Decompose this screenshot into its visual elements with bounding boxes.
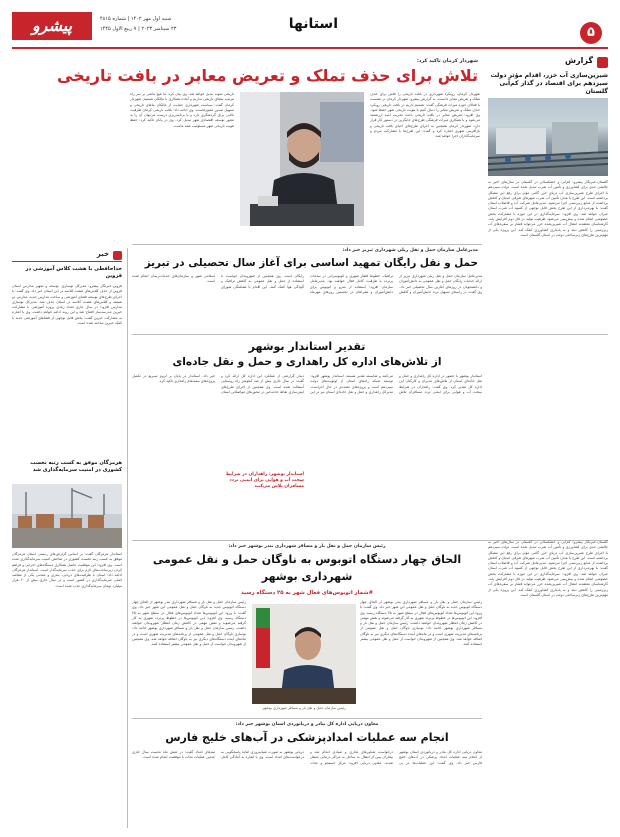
kerman-mayor-photo [240, 92, 364, 226]
bushehr-gov-headline-1: تقدیر استاندار بوشهر [248, 340, 366, 353]
divider-tabriz [132, 244, 482, 245]
bushehr-gov-body: استاندار بوشهر با حضور در اداره کل راهداری و حمل و نقل جاده‌ای استان از تلاش‌های مدیران و کارکنان این اداره کل تقدیر کرد. وی گفت: راهداران در شرایط سخت آب و هوایی برای ایمنی تردد مسافران تلاش می‌کنند و شایسته تقدیر هستند. استاندار بوشهر افزود: توسعه شبکه راه‌های استان از اولویت‌های دولت سیزدهم است و پروژه‌های متعددی در حال اجراست. مدیرکل راهداری و حمل و نقل جاده‌ای استان نیز در این دیدار گزارشی از عملکرد این اداره کل ارائه کرد و گفت: در سال جاری بیش از صد کیلومتر راه روستایی آسفالت شده است. وی همچنین از اجرای طرح‌های ایمن‌سازی نقاط حادثه‌خیز در محورهای مواصلاتی استان خبر داد. استاندار در پایان بر لزوم تسریع در تکمیل پروژه‌های نیمه‌تمام راهداری تاکید کرد. [132, 374, 482, 394]
date-line-2: ۲۳ سپتامبر ۲۰۲۳ | ۷ ربیع الاول ۱۴۴۵ [100, 26, 177, 32]
persian-gulf-body: معاون دریایی اداره کل بنادر و دریانوردی استان بوشهر از انجام سه عملیات امداد پزشکی در آب‌های خلیج فارس خبر داد. وی گفت: این عملیات‌ها در پی درخواست شناورهای تجاری و صیادی انجام شد و بیماران پس از انتقال به ساحل به مراکز درمانی منتقل شدند. معاون دریایی افزود: مرکز جستجو و نجات دریایی بوشهر به صورت شبانه‌روزی آماده پاسخگویی به درخواست‌های امداد است. وی با اشاره به آمادگی کامل تیم‌های امداد گفت: در شش ماه نخست سال جاری چندین عملیات نجات با موفقیت انجام شده است. [132, 750, 482, 765]
bushehr-bus-headline-1: الحاق چهار دستگاه اتوبوس به ناوگان حمل و نقل عمومی [152, 553, 462, 566]
report-icon [597, 57, 608, 68]
desalination-plant-photo [488, 98, 608, 176]
logo [12, 12, 92, 40]
tabriz-headline: حمل و نقل رایگان تمهید اساسی برای آغاز سال تحصیلی در تبریز [144, 257, 478, 269]
bushehr-bus-headline-2: شهرداری بوشهر [261, 570, 353, 583]
persian-gulf-pretitle: معاون دریایی اداره کل بنادر و دریانوردی استان بوشهر خبر داد: [235, 722, 379, 727]
news-box [12, 250, 122, 830]
page-number: ۵ [587, 25, 595, 40]
date-line-1: شنبه اول مهر ۱۴۰۲ | شماره ۴۸۱۵ [100, 16, 172, 22]
left-column-divider [127, 248, 128, 828]
news-item2-title: هرمزگان موفق به کسب رتبه نخست کشوری در امنیت سرمایه‌گذاری شد [30, 460, 122, 473]
news-item1-title: خداحافظی با هشت کلاس آموزشی در قزوین [25, 266, 122, 279]
masthead [12, 8, 608, 46]
divider-bushehr-gov [132, 334, 608, 335]
bushehr-bus-body: رئیس سازمان حمل و نقل بار و مسافر شهرداری بندر بوشهر از الحاق چهار دستگاه اتوبوس جدید به ناوگان حمل و نقل عمومی این شهر خبر داد. وی گفت: با ورود این اتوبوس‌ها تعداد اتوبوس‌های فعال در سطح شهر به ۲۵ دستگاه رسید. وی افزود: این اتوبوس‌ها در خطوط پرتردد شهری به کار گرفته می‌شوند و نقش مهمی در کاهش زمان انتظار شهروندان خواهند داشت. رئیس سازمان حمل و نقل بار و مسافر شهرداری بوشهر ادامه داد: نوسازی ناوگان حمل و نقل عمومی از برنامه‌های مدیریت شهری است و در ماه‌های آینده دستگاه‌های دیگری نیز به ناوگان اضافه خواهد شد. وی همچنین از شهروندان خواست از حمل و نقل عمومی بیشتر استفاده کنند. [360, 600, 482, 647]
persian-gulf-headline: انجام سه عملیات امدادپزشکی در آب‌های خلیج فارس [165, 731, 449, 744]
hormozgan-port-photo [12, 484, 122, 548]
news-item1-body: قزوین-خبرنگار پیشرو: مدیرکل نوسازی، توسعه و تجهیز مدارس استان قزوین از حذف کلاس‌های هشت کلاسه در این استان خبر داد. وی گفت: با اجرای طرح‌های توسعه فضای آموزشی و ساخت مدارس جدید، مدارس دو شیفته و کلاس‌های هشت کلاسه در استان حذف شد. مدیرکل نوسازی مدارس افزود: در سال جاری تعداد زیادی پروژه آموزشی با مشارکت خیرین مدرسه‌ساز افتتاح شد و این روند ادامه خواهد داشت. وی با اشاره به مشارکت خیرین گفت: بخش قابل توجهی از فضاهای آموزشی جدید با کمک خیرین ساخته شده است. [12, 284, 122, 326]
bushehr-bus-body-left: رئیس سازمان حمل و نقل بار و مسافر شهرداری بندر بوشهر از الحاق چهار دستگاه اتوبوس جدید به ناوگان حمل و نقل عمومی این شهر خبر داد. وی گفت: با ورود این اتوبوس‌ها تعداد اتوبوس‌های فعال در سطح شهر به ۲۵ دستگاه رسید. وی افزود: این اتوبوس‌ها در خطوط پرتردد شهری به کار گرفته می‌شوند و نقش مهمی در کاهش زمان انتظار شهروندان خواهند داشت. رئیس سازمان حمل و نقل بار و مسافر شهرداری بوشهر ادامه داد: نوسازی ناوگان حمل و نقل عمومی از برنامه‌های مدیریت شهری است و در ماه‌های آینده دستگاه‌های دیگری نیز به ناوگان اضافه خواهد شد. وی همچنین از شهروندان خواست از حمل و نقل عمومی بیشتر استفاده کنند. [132, 600, 246, 647]
report-box [488, 54, 608, 532]
lead-pretitle: شهردار کرمان تاکید کرد: [416, 58, 478, 64]
lead-headline: تلاش برای حذف تملک و تعریض معابر در بافت تاریخی [57, 66, 478, 85]
logo-text: پیشرو [31, 16, 73, 35]
divider-persian-gulf [132, 718, 482, 719]
report-body-continued: گلستان-خبرنگار پیشرو: کم‌آبی و خشکسالی در گلستان در سال‌های اخیر به چالشی جدی برای کشاورزی و تأمین آب شرب تبدیل شده است. دولت سیزدهم با اجرای طرح شیرین‌سازی آب دریای خزر گامی مؤثر برای رفع این مشکل برداشته است. این طرح با هدف تأمین آب شرب شهرهای شرقی استان و کاهش برداشت از منابع زیرزمینی اجرا می‌شود. مدیرعامل شرکت آب و فاضلاب استان گفت: با بهره‌برداری از این طرح بخش قابل توجهی از کمبود آب شرب استان جبران خواهد شد. وی افزود: سرمایه‌گذاری در این حوزه با مشارکت بخش خصوصی انجام شده و پیش‌بینی می‌شود ظرفیت تولید در فاز دوم افزایش یابد. کارشناسان معتقدند انتقال آب شیرین‌شده خزر می‌تواند فشار بر سفره‌های آب زیرزمینی را کاهش دهد و به پایداری کشاورزی کمک کند. این پروژه یکی از مهم‌ترین طرح‌های زیرساختی دولت در استان گلستان است. [488, 540, 608, 597]
news-label [12, 250, 122, 262]
masthead-rule [12, 47, 608, 49]
report-headline: شیرین‌سازی آب خزر، اقدام مؤثر دولت سیزدهم برای اقتصاد در گذار کم‌آبی گلستان [490, 72, 608, 95]
tabriz-pretitle: مدیرعامل سازمان حمل و نقل ریلی شهرداری تبریز خبر داد: [342, 248, 478, 253]
news-label-text: خبر [96, 250, 109, 258]
report-label-text: گزارش [564, 56, 593, 65]
page-number-badge [580, 22, 602, 44]
report-body: گلستان-خبرنگار پیشرو: کم‌آبی و خشکسالی در گلستان در سال‌های اخیر به چالشی جدی برای کشاورزی و تأمین آب شرب تبدیل شده است. دولت سیزدهم با اجرای طرح شیرین‌سازی آب دریای خزر گامی مؤثر برای رفع این مشکل برداشته است. این طرح با هدف تأمین آب شرب شهرهای شرقی استان و کاهش برداشت از منابع زیرزمینی اجرا می‌شود. مدیرعامل شرکت آب و فاضلاب استان گفت: با بهره‌برداری از این طرح بخش قابل توجهی از کمبود آب شرب استان جبران خواهد شد. وی افزود: سرمایه‌گذاری در این حوزه با مشارکت بخش خصوصی انجام شده و پیش‌بینی می‌شود ظرفیت تولید در فاز دوم افزایش یابد. کارشناسان معتقدند انتقال آب شیرین‌شده خزر می‌تواند فشار بر سفره‌های آب زیرزمینی را کاهش دهد و به پایداری کشاورزی کمک کند. این پروژه یکی از مهم‌ترین طرح‌های زیرساختی دولت در استان گلستان است. [488, 180, 608, 237]
report-label [488, 56, 608, 70]
bushehr-official-photo [252, 604, 356, 704]
news-icon [113, 251, 122, 260]
tabriz-body: مدیرعامل سازمان حمل و نقل ریلی شهرداری تبریز از ارائه خدمات رایگان حمل و نقل عمومی به دانش‌آموزان و دانشجویان در روزهای آغازین سال تحصیلی خبر داد. وی گفت: در راستای تسهیل تردد دانش‌آموزان و کاهش ترافیک، خطوط قطار شهری و اتوبوسرانی در ساعات پرتردد با ظرفیت کامل فعال خواهند بود. مدیرعامل سازمان افزود: استفاده از مترو و اتوبوس برای دانش‌آموزان و همراهان در نخستین روزهای مهرماه رایگان است. وی همچنین از شهروندان خواست با استفاده از حمل و نقل عمومی به کاهش ترافیک و آلودگی هوا کمک کنند. این اقدام با هماهنگی شورای اسلامی شهر و سازمان‌های خدمات‌رسان انجام شده است. [132, 274, 482, 294]
news-item2-body: استاندار هرمزگان گفت: بر اساس گزارش‌های رسمی استان هرمزگان موفق به کسب رتبه نخست کشوری در شاخص امنیت سرمایه‌گذاری شده است. وی افزود: این موفقیت حاصل همکاری دستگاه‌های اجرایی و فراهم کردن زیرساخت‌های لازم برای جذب سرمایه‌گذار است. استاندار هرمزگان ادامه داد: استان با ظرفیت‌های دریایی، بندری و معدنی یکی از مقاصد اصلی سرمایه‌گذاری در کشور است و در سال جاری بیش از ۶۰ هزار میلیارد تومان سرمایه‌گذاری جذب شده است. [12, 552, 122, 588]
bushehr-gov-quote: استاندار بوشهر: راهداران در شرایط سخت آب و هوایی برای ایمنی تردد مسافران تلاش می‌کنند [222, 470, 306, 492]
bushehr-gov-headline-2: از تلاش‌های اداره کل راهداری و حمل و نقل جاده‌ای [172, 356, 442, 368]
bushehr-bus-pretitle: رئیس سازمان حمل و نقل بار و مسافر شهرداری بندر بوشهر خبر داد: [228, 544, 386, 549]
lead-body-right: شهردار کرمان، رویکرد شهرداری در بافت تاریخی را تلاش برای حذف تملک و تعریض معابر دانست. به گزارش پیشرو، شهردار کرمان در نشست با فعالان حوزه میراث فرهنگی گفت: تصمیم داریم در بافت تاریخی رویکرد حذف تملک و تعریض معابر را دنبال کنیم تا هویت تاریخی شهر حفظ شود. وی افزود: تعریض معابر در بافت تاریخی باعث تخریب ابنیه ارزشمند می‌شود و با همکاری میراث فرهنگی طرح‌های جایگزین در دستور کار قرار دارد. شهردار کرمان همچنین به اجرای طرح‌های احیای بافت تاریخی و بازآفرینی شهری اشاره کرد و گفت: این طرح‌ها با مشارکت مردم و سرمایه‌گذاران اجرا خواهد شد. [370, 92, 480, 139]
bushehr-bus-highlight: #شمار اتوبوس‌های فعال شهر به ۲۵ دستگاه رسید [240, 590, 374, 596]
lead-body-left: تاریخی نمونه تبدیل خواهد شد. وی بیان کرد: ما هیچ مانعی بر سر راه مرمت بناهای تاریخی نداریم و آماده همکاری با مالکان هستیم. شهردار کرمان گفت: سیاست شهرداری حمایت از مالکان بناهای تاریخی و تسهیل صدور مجوزهاست. وی ادامه داد: بافت تاریخی کرمان ظرفیت بالایی برای گردشگری دارد و با برنامه‌ریزی درست می‌توان آن را به محور توسعه اقتصادی شهر تبدیل کرد. وی در پایان تاکید کرد: حفظ هویت تاریخی شهر مسئولیت همه ماست. [130, 92, 234, 128]
bushehr-bus-caption: رئیس سازمان حمل و نقل بار و مسافر شهرداری بوشهر [262, 706, 346, 710]
section-title: استانها [288, 16, 338, 32]
